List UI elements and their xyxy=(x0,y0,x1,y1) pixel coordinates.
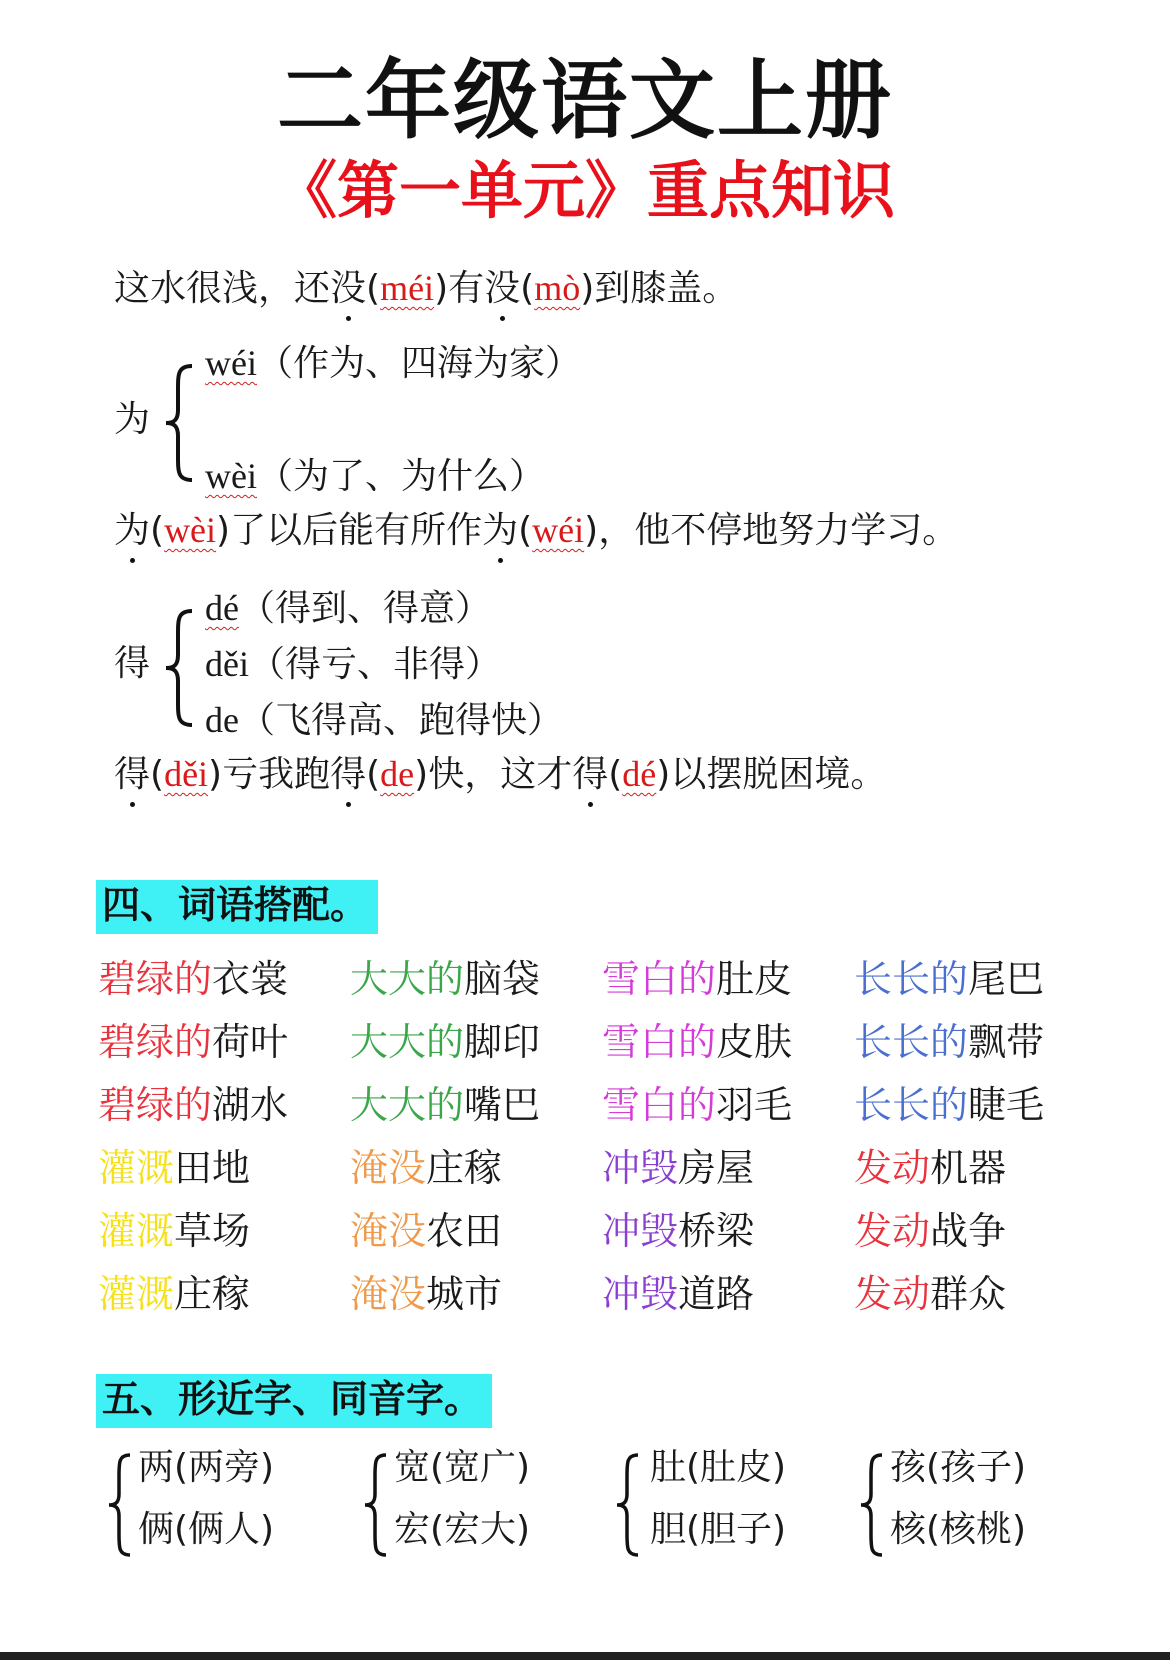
word-pair: 冲毁桥梁 xyxy=(602,1209,755,1253)
word-pair: 灌溉庄稼 xyxy=(98,1272,251,1316)
word-pair: 冲毁房屋 xyxy=(602,1146,755,1190)
curly-brace-icon xyxy=(104,1450,136,1560)
word-column xyxy=(602,957,793,1338)
word-pair: 淹没城市 xyxy=(350,1272,503,1316)
word-pair: 大大的嘴巴 xyxy=(350,1083,541,1127)
word-pair: 雪白的羽毛 xyxy=(602,1083,793,1127)
word-pair: 发动群众 xyxy=(854,1272,1007,1316)
word-pair: 发动战争 xyxy=(854,1209,1007,1253)
curly-brace-icon xyxy=(360,1450,392,1560)
example-sentence-wei: 为(wèi)了以后能有所作为(wéi)，他不停地努力学习。 xyxy=(114,510,959,551)
similar-char-pair: 肚(肚皮) 胆(胆子) xyxy=(650,1447,787,1550)
pinyin-option: de（飞得高、跑得快） xyxy=(205,700,563,741)
pinyin-annotation: mò xyxy=(534,268,581,308)
page-subtitle: 《第一单元》重点知识 xyxy=(274,154,895,227)
dotted-char: 为 xyxy=(482,510,519,551)
word-pair: 雪白的皮肤 xyxy=(602,1020,793,1064)
word-pair: 发动机器 xyxy=(854,1146,1007,1190)
word-pair: 大大的脚印 xyxy=(350,1020,541,1064)
word-pair: 碧绿的荷叶 xyxy=(98,1020,289,1064)
word-pair: 长长的飘带 xyxy=(854,1020,1045,1064)
similar-char-pair: 孩(孩子) 核(核桃) xyxy=(890,1447,1027,1550)
pinyin-option: dé（得到、得意） xyxy=(205,588,491,629)
section-heading-similar-chars: 五、形近字、同音字。 xyxy=(96,1374,492,1428)
curly-brace-icon xyxy=(612,1450,644,1560)
word-pair: 碧绿的湖水 xyxy=(98,1083,289,1127)
polyphone-char-de: 得 xyxy=(114,643,151,684)
pinyin-annotation: méi xyxy=(380,268,435,308)
similar-char-pair: 宽(宽广) 宏(宏大) xyxy=(394,1447,531,1550)
example-sentence-de: 得(děi)亏我跑得(de)快，这才得(dé)以摆脱困境。 xyxy=(114,754,887,795)
dotted-char: 得 xyxy=(330,754,367,795)
dotted-char: 为 xyxy=(114,510,151,551)
pinyin-option: wéi（作为、四海为家） xyxy=(205,343,581,384)
page-bottom-edge xyxy=(0,1652,1170,1660)
word-pair: 雪白的肚皮 xyxy=(602,957,793,1001)
dotted-char: 得 xyxy=(572,754,609,795)
dotted-char: 得 xyxy=(114,754,151,795)
curly-brace-icon xyxy=(160,605,200,731)
similar-char-pair: 两(两旁) 俩(俩人) xyxy=(138,1447,275,1550)
word-pair: 灌溉草场 xyxy=(98,1209,251,1253)
example-sentence-mei: 这水很浅，还没(méi)有没(mò)到膝盖。 xyxy=(114,268,739,309)
word-pair: 长长的尾巴 xyxy=(854,957,1045,1001)
polyphone-char-wei: 为 xyxy=(114,399,151,440)
pinyin-option: děi（得亏、非得） xyxy=(205,644,501,685)
pinyin-option: wèi（为了、为什么） xyxy=(205,456,545,497)
word-pair: 碧绿的衣裳 xyxy=(98,957,289,1001)
word-column xyxy=(98,957,289,1338)
pinyin-annotation: wéi xyxy=(532,510,585,550)
dotted-char: 没 xyxy=(484,268,521,309)
pinyin-annotation: de xyxy=(380,754,415,794)
page-title: 二年级语文上册 xyxy=(277,51,893,151)
section-heading-word-matching: 四、词语搭配。 xyxy=(96,880,378,934)
pinyin-annotation: dé xyxy=(622,754,657,794)
dotted-char: 没 xyxy=(330,268,367,309)
curly-brace-icon xyxy=(160,360,200,486)
word-pair: 大大的脑袋 xyxy=(350,957,541,1001)
word-pair: 长长的睫毛 xyxy=(854,1083,1045,1127)
word-column xyxy=(854,957,1045,1338)
word-column xyxy=(350,957,541,1338)
curly-brace-icon xyxy=(856,1450,888,1560)
pinyin-annotation: děi xyxy=(164,754,209,794)
pinyin-annotation: wèi xyxy=(164,510,217,550)
word-pair: 淹没农田 xyxy=(350,1209,503,1253)
word-pair: 淹没庄稼 xyxy=(350,1146,503,1190)
word-pair: 灌溉田地 xyxy=(98,1146,251,1190)
word-pair: 冲毁道路 xyxy=(602,1272,755,1316)
